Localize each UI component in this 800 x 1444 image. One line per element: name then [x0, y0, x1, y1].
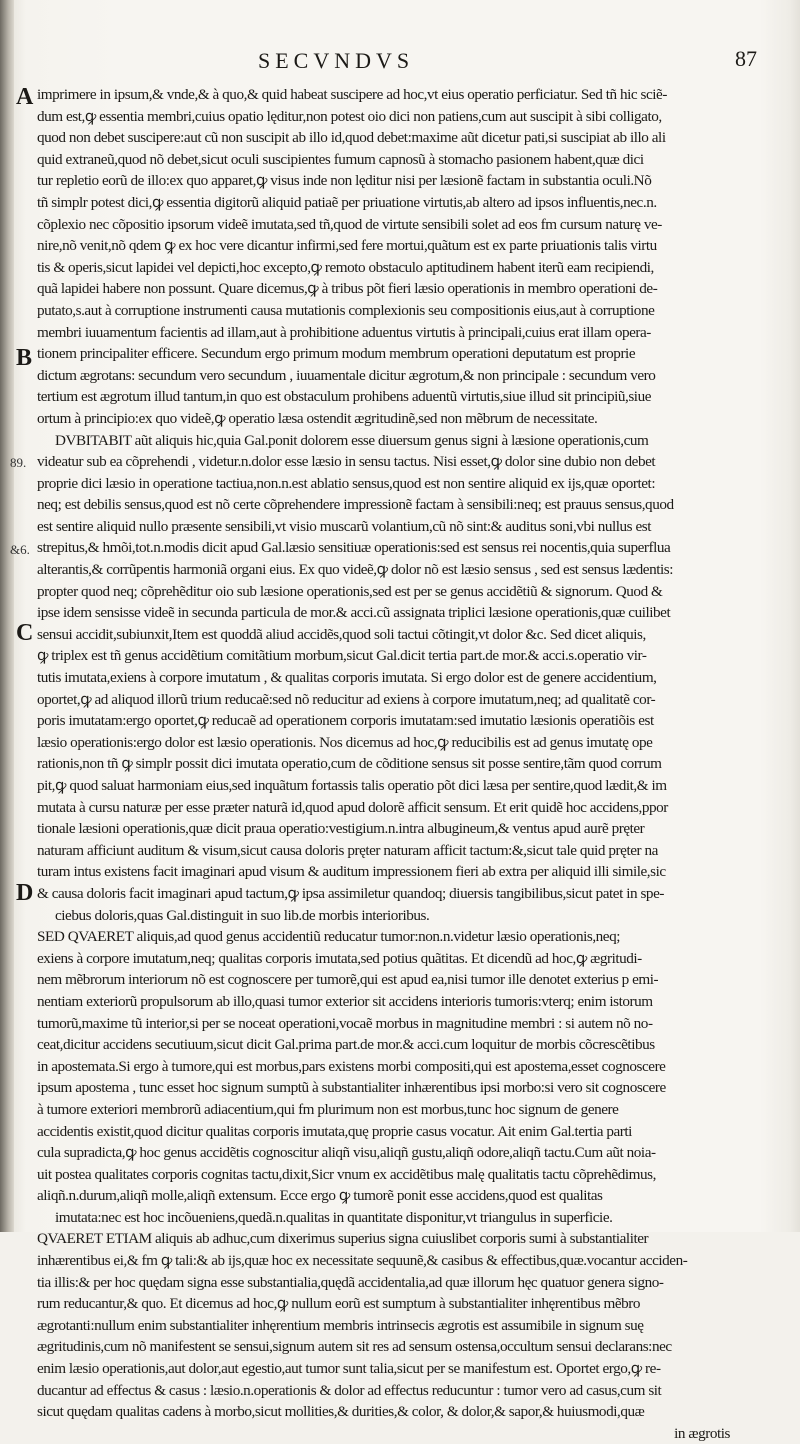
text-line: inhærentibus ei,& fm ꝙ tali:& ab ijs,quæ hoc ex necessitate sequunẽ,& casibus & effectibus,quæ.vocantur acciden-: [37, 1252, 688, 1270]
text-line: putato,s.aut à corruptione instrumenti causa mutationis complexionis seu compositionis eius,aut à corruptione: [37, 301, 655, 319]
text-line: tis & operis,sicut lapidei vel depicti,hoc excepto,ꝙ remoto obstaculo aptitudinem habent iterũ eam recipiendi,: [37, 258, 654, 276]
text-line: quid extraneũ,quod nõ debet,sicut oculi suscipientes fumum capnosũ à stomacho pasionem habent,quæ dici: [37, 150, 644, 168]
text-line: pit,ꝙ quod saluat harmoniam eius,sed inquãtum fortassis talis operatio põt dici læsa per sentire,quod lædit,& im: [37, 777, 667, 794]
text-line: DVBITABIT aũt aliquis hic,quia Gal.ponit dolorem esse diuersum genus signi à læsione operationis,cum: [55, 431, 649, 449]
text-line: videatur sub ea cõprehendi , videtur.n.dolor esse læsio in sensu tactus. Nisi esset,ꝙ dolor sine dubio non debet: [37, 453, 656, 471]
text-line: nire,nõ venit,nõ qdem ꝙ ex hoc vere dicantur infirmi,sed fere mortui,quãtum est ex parte priuationis talis virtu: [37, 237, 657, 255]
text-line: ortum à principio:ex quo videẽ,ꝙ operatio læsa ostendit ægritudinẽ,sed non mẽbrum de necessitate.: [37, 409, 598, 427]
text-line: nem mẽbrorum interiorum nõ est cognoscere per tumorẽ,qui est apud ea,nisi tumor ille denotet exterius p emi-: [37, 971, 659, 989]
text-line: ceat,dicitur accidens secutiuum,sicut dicit Gal.prima part.de mor.& acci.cum loquitur de morbis cõcrescẽtibus: [37, 1036, 655, 1054]
text-line: exiens à corpore imutatum,neq; qualitas corporis imutata,sed potius quãtitas. Et dicendũ ad hoc,ꝙ ægritudi-: [37, 949, 642, 967]
text-line: tumorũ,maxime tũ interior,si per se noceat operationi,vocaẽ morbus in magnitudine membri : si autem nõ no-: [37, 1014, 653, 1032]
text-line: accidentis existit,quod dicitur qualitas corporis imutata,quę proprie casus vocatur. Ait enim Gal.tertia parti: [37, 1122, 632, 1140]
text-line: poris imutatam:ergo oportet,ꝙ reducaẽ ad operationem corporis imutatam:sed imutatio læsionis operatiõis est: [37, 712, 654, 730]
text-line: tur repletio eorũ de illo:ex quo apparet,ꝙ visus inde non lęditur nisi per læsionẽ factam in substantia oculi.Nõ: [37, 172, 652, 190]
text-line: cõplexio nec cõpositio ipsorum videẽ imutata,sed tñ,quod de virtute sensibili solet ad eos fm cursum naturę ve-: [37, 215, 662, 233]
running-head: SECVNDVS: [258, 48, 415, 73]
text-line: enim læsio operationis,aut dolor,aut egestio,aut tumor sunt talia,sicut per se manifestum est. Oportet ergo,ꝙ re-: [37, 1360, 661, 1378]
text-line: tionale læsioni operationis,quæ dicit praua operatio:vestigium.n.intra albugineum,& ventus apud aurẽ pręter: [37, 820, 645, 838]
text-line: SED QVAERET aliquis,ad quod genus accidentiũ reducatur tumor:non.n.videtur læsio operationis,neq;: [37, 928, 621, 946]
margin-letter-a: A: [16, 84, 34, 110]
text-line: & causa doloris facit imaginari apud tactum,ꝙ ipsa assimiletur quandoq; diuersis tangibilibus,sicut patet in spe-: [37, 884, 664, 902]
text-line: quod non debet suscipere:aut cũ non suscipit ab illo id,quod debet:maxime aũt dicetur pati,si suscipiat ab illo ali: [37, 129, 666, 147]
text-line: strepitus,& hmõi,tot.n.modis dicit apud Gal.læsio sensitiuæ operationis:sed est sensus rei nocentis,quia superflua: [37, 539, 671, 557]
page-number: 87: [735, 46, 757, 71]
text-line: oportet,ꝙ ad aliquod illorũ trium reducaẽ:sed nõ reducitur ad exiens à corpore imutatum,neq; ad qualitatẽ cor-: [37, 690, 656, 708]
text-line: ducantur ad effectus & casus : læsio.n.operationis & dolor ad effectus reducuntur : tumor vero ad casus,cum sit: [37, 1381, 662, 1399]
text-line: uit postea qualitates corporis cognitas tactu,dixit,Sicr vnum ex accidẽtibus malę qualitatis tactu cõprehẽdimus,: [37, 1165, 656, 1183]
text-line: quã lapidei habere non possunt. Quare dicemus,ꝙ à tribus põt fieri læsio operationis in membro operationi de-: [37, 280, 658, 298]
margin-letter-b: B: [16, 345, 33, 371]
text-line: ipse idem sensisse videẽ in secunda particula de mor.& acci.cũ assignata triplici læsione operationis,quæ cuilibet: [37, 604, 671, 622]
margin-note: 89.: [10, 455, 27, 470]
text-line: à tumore exteriori membrorũ adiacentium,qui fm plurimum non est morbus,tunc hoc signum de genere: [37, 1100, 619, 1118]
text-line: imprimere in ipsum,& vnde,& à quo,& quid habeat suscipere ad hoc,vt eius operatio perficiatur. Sed tñ hic sciẽ-: [37, 86, 667, 103]
binding-gutter: [0, 0, 14, 1232]
text-line: dum est,ꝙ essentia membri,cuius opatio lęditur,non potest oio dici non patiens,cum aut suscipit à sibi colligato,: [37, 107, 662, 125]
text-line: læsio operationis:ergo dolor est læsio operationis. Nos dicemus ad hoc,ꝙ reducibilis est ad genus imutatę ope: [37, 733, 653, 751]
text-line: cula supradicta,ꝙ hoc genus accidẽtis cognoscitur aliqñ visu,aliqñ gustu,aliqñ odore,aliqñ tactu.Cum aũt noia-: [37, 1144, 656, 1162]
text-line: ægrotanti:nullum enim substantialiter inhęrentium membris intrinsecis ægrotis est assumibile in signum suę: [37, 1316, 644, 1334]
text-line: neq; est debilis sensus,quod est nõ certe cõprehendere impressionẽ factam à sensibili:neq; est prauus sensus,quod: [37, 496, 674, 514]
text-line: ciebus doloris,quas Gal.distinguit in suo lib.de morbis interioribus.: [55, 906, 430, 924]
text-line: QVAERET ETIAM aliquis ab adhuc,cum dixerimus superius signa cuiuslibet corporis sumi à substantialiter: [37, 1230, 649, 1248]
text-line: sensui accidit,subiunxit,Item est quoddã aliud accidẽs,quod soli tactui cõtingit,vt dolor &c. Sed dicet aliquis,: [37, 625, 646, 643]
text-line: aliqñ.n.durum,aliqñ molle,aliqñ extensum. Ecce ergo ꝙ tumorẽ ponit esse accidens,quod est qualitas: [37, 1187, 603, 1205]
text-line: tia illis:& per hoc quędam signa esse substantialia,quędã accidentalia,ad quæ illorum hęc quatuor genera signo-: [37, 1273, 664, 1291]
text-line: dictum ægrotans: secundum vero secundum , iuuamentale dicitur ægrotum,& non principale : secundum vero: [37, 366, 656, 384]
margin-note: &6.: [10, 542, 30, 557]
text-line: tionem principaliter efficere. Secundum ergo primum modum membrum operationi deputatum est proprie: [37, 345, 636, 363]
text-line: proprie dici læsio in operatione tactiua,non.n.est ablatio sensus,quod est non sentire aliquid ex ijs,quæ oportet:: [37, 474, 656, 492]
text-line: propter quod neq; cõprehẽditur oio sub læsione operationis,sed est per se genus accidẽtiũ & signorum. Quod &: [37, 582, 663, 600]
body-text: [37, 84, 772, 1444]
text-line: nentiam exteriorũ propulsorum ab illo,quasi tumor exterior sit accidens interioris tumoris:vterq; enim istorum: [37, 992, 653, 1010]
text-line: rum reducantur,& quo. Et dicemus ad hoc,ꝙ nullum eorũ est sumptum à substantialiter inhęrentibus mẽbro: [37, 1295, 641, 1313]
text-line: tutis imutata,exiens à corpore imutatum , & qualitas corporis imutata. Si ergo dolor est de genere accidentium,: [37, 669, 657, 687]
text-line: ipsum apostema , tunc esset hoc signum sumptũ à substantialiter inhærentibus ipsi morbo:si vero sit cognoscere: [37, 1079, 666, 1097]
text-line: tñ simplr potest dici,ꝙ essentia digitorũ aliquid patiaẽ per priuatione virtutis,ab altero ad ipsos influentis,nec.n.: [37, 193, 657, 211]
text-line: ꝙ triplex est tñ genus accidẽtium comitãtium morbum,sicut Gal.dicit tertia part.de mor.& acci.s.operatio vir-: [37, 647, 647, 665]
page-header: [0, 42, 800, 78]
text-line: imutata:nec est hoc incõueniens,quedã.n.qualitas in quantitate disponitur,vt triangulus in superficie.: [55, 1208, 613, 1226]
text-line: naturam afficiunt auditum & visum,sicut causa doloris pręter naturam afficit tactum:&,sicut tale quid pręter na: [37, 841, 658, 859]
margin-letter-c: C: [16, 620, 34, 646]
margin-letter-d: D: [16, 880, 34, 906]
text-line: ægritudinis,cum nõ manifestent se sensui,signum autem sit res ad sensum ostensa,occultum sensui declarans:nec: [37, 1338, 672, 1356]
text-line: mutata à cursu naturæ per esse præter naturã id,quod apud dolorẽ afficit sensum. Et erit quidẽ hoc accidens,ppor: [37, 798, 668, 816]
text-line: turam intus existens facit imaginari apud visum & auditum impressionem fieri ab extra per aliquid illi simile,sic: [37, 863, 666, 881]
text-line: in ægrotis: [674, 1424, 730, 1442]
text-line: membri iuuamentum facientis ad illam,aut à prohibitione aduentus virtutis à principali,cuius erat illam opera-: [37, 323, 651, 341]
text-line: in apostemata.Si ergo à tumore,qui est morbus,pars existens morbi compositi,qui est apostema,esset cognoscere: [37, 1057, 666, 1075]
text-line: rationis,non tñ ꝙ simplr possit dici imutata operatio,cum de cõditione sensus sit posse sentire,tãm quod corrum: [37, 755, 662, 773]
text-line: est sentire aliquid nullo præsente sensibili,vt visio muscarũ volantium,cũ nõ sint:& auditus soni,vbi nullus est: [37, 517, 652, 535]
text-line: tertium est ægrotum illud tantum,in quo est obstaculum prohibens aduentũ virtutis,siue illud sit principiũ,siue: [37, 388, 652, 406]
text-line: alterantis,& corrũpentis harmoniã organi eius. Ex quo videẽ,ꝙ dolor nõ est læsio sensus , sed est sensus lædentis:: [37, 561, 673, 579]
text-line: sicut quędam qualitas cadens à morbo,sicut mollities,& durities,& color, & dolor,& sapor,& huiusmodi,quæ: [37, 1403, 645, 1421]
